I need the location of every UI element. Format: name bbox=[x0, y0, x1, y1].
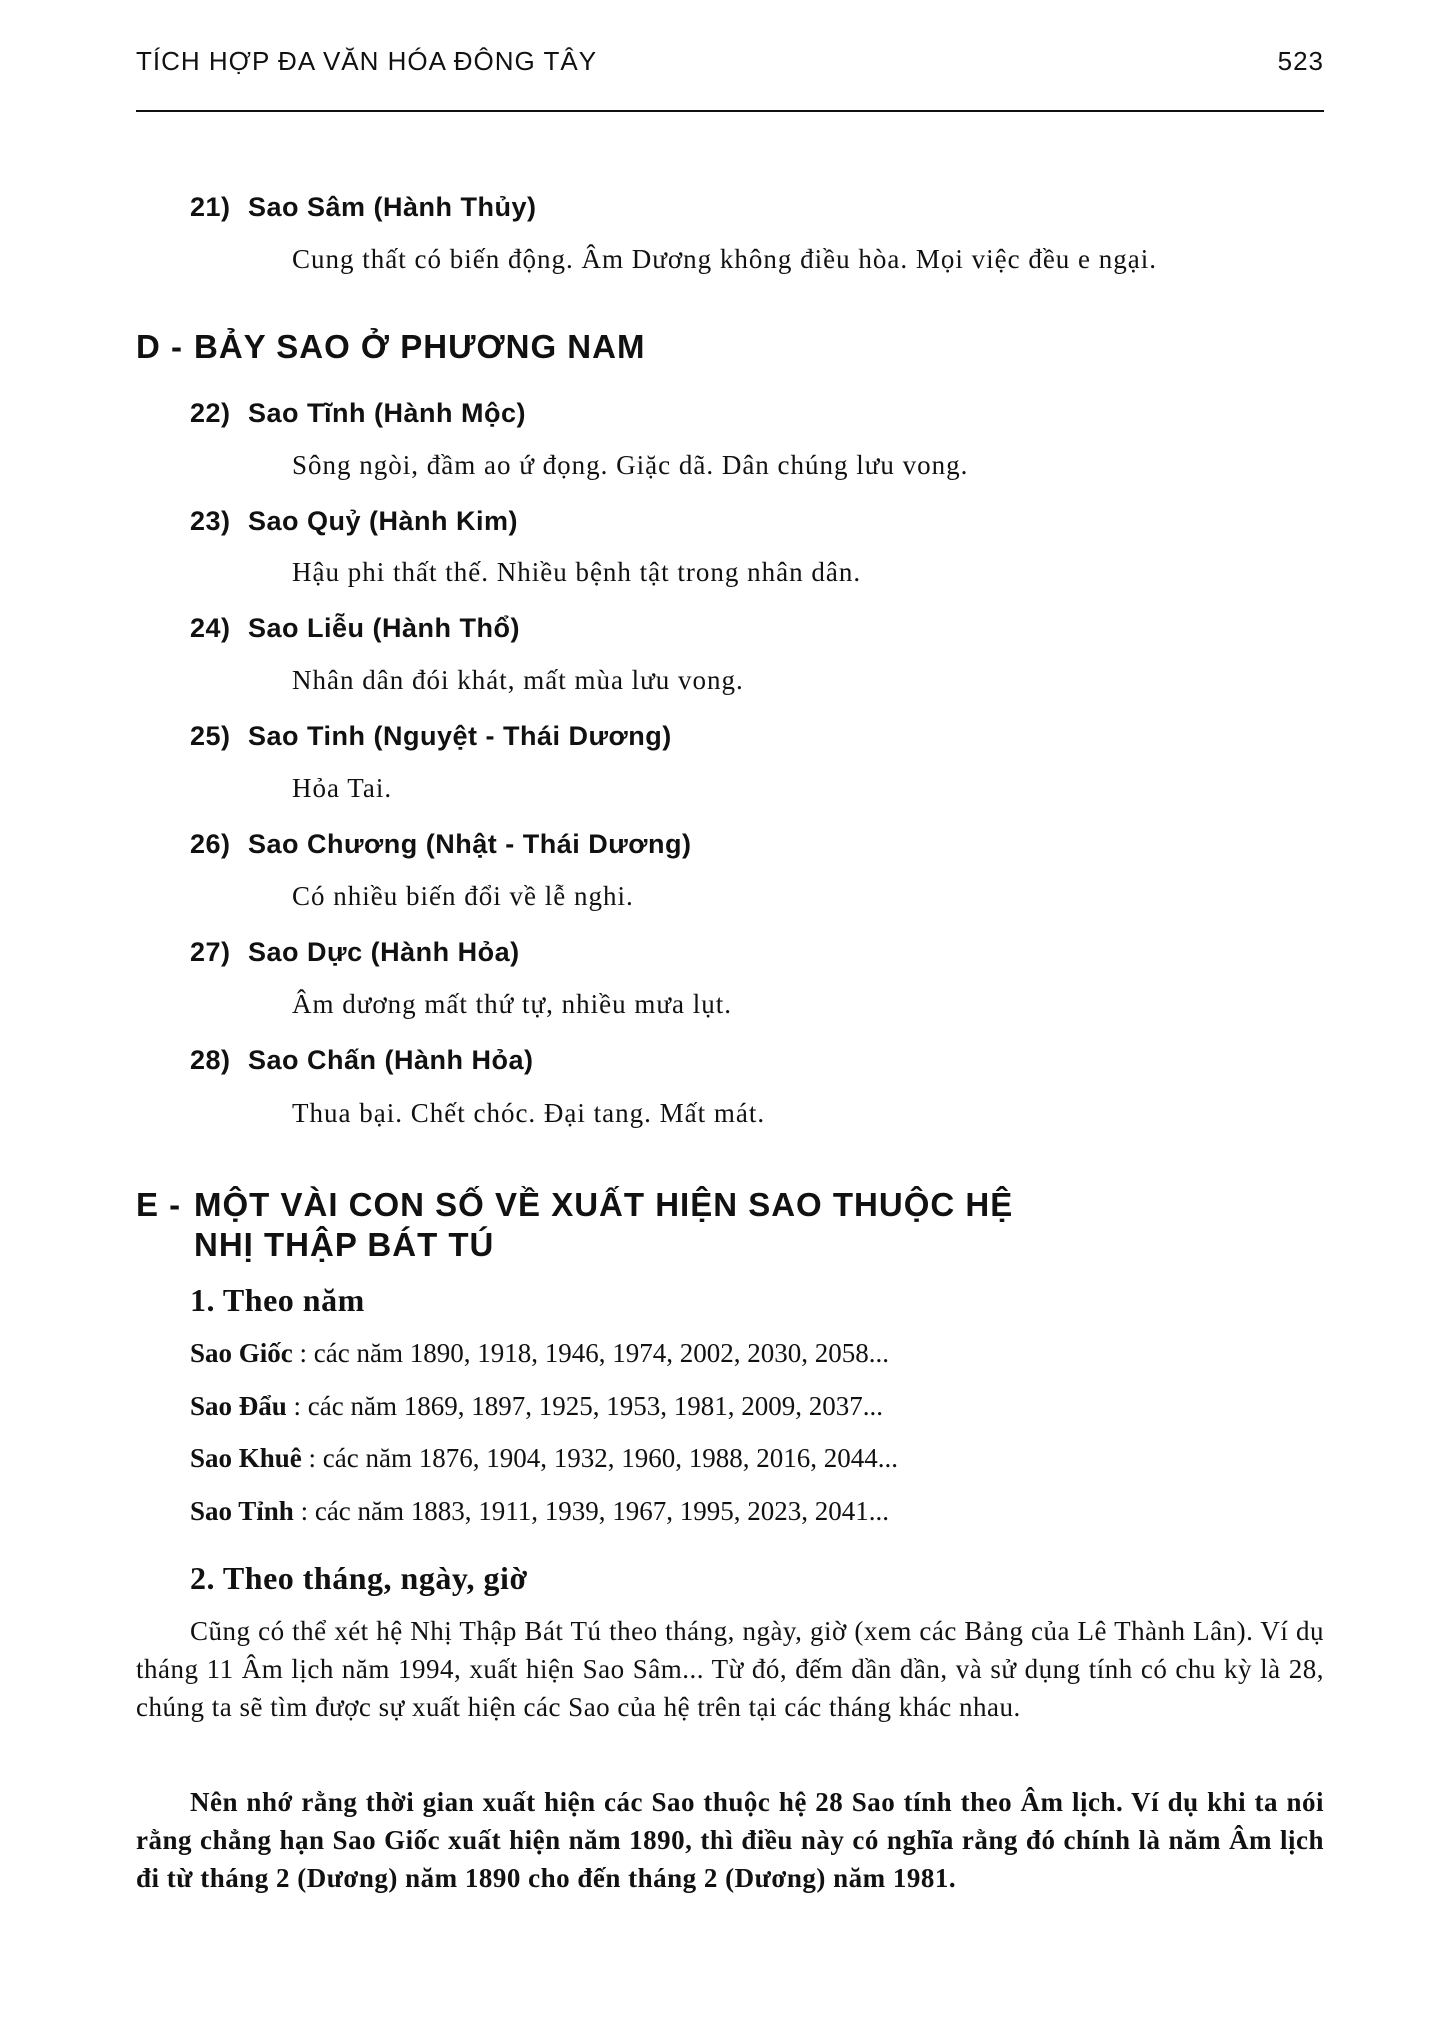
item-title: Sao Quỷ (Hành Kim) bbox=[248, 506, 519, 536]
section-letter: D - bbox=[136, 328, 183, 365]
section-title-line-1: MỘT VÀI CON SỐ VỀ XUẤT HIỆN SAO THUỘC HỆ bbox=[194, 1186, 1014, 1223]
paragraph-2: Nên nhớ rằng thời gian xuất hiện các Sao thuộc hệ 28 Sao tính theo Âm lịch. Ví dụ khi ta nói rằng chẳng hạn Sao Giốc xuất hiện năm 1890, thì điều này có nghĩa rằng đó chính là năm Âm lịch đi từ tháng 2 (Dương) năm 1890 cho đến tháng 2 (Dương) năm 1981. bbox=[136, 1787, 1324, 1893]
item-number: 21) bbox=[190, 192, 231, 222]
star-name: Sao Tỉnh bbox=[190, 1496, 294, 1526]
item-25-text: Hỏa Tai. bbox=[292, 773, 393, 803]
item-title: Sao Liễu (Hành Thổ) bbox=[248, 613, 520, 643]
section-e-heading bbox=[136, 1186, 1013, 1224]
item-27-heading bbox=[190, 937, 520, 968]
running-title: TÍCH HỢP ĐA VĂN HÓA ĐÔNG TÂY bbox=[136, 46, 598, 76]
year-list: : các năm 1869, 1897, 1925, 1953, 1981, 2009, 2037... bbox=[286, 1391, 883, 1421]
item-28-heading bbox=[190, 1045, 534, 1076]
subsection-by-year-heading: 1. Theo năm bbox=[190, 1282, 365, 1318]
item-22-heading bbox=[190, 398, 526, 429]
section-d-heading bbox=[136, 328, 645, 366]
subsection-by-month-heading: 2. Theo tháng, ngày, giờ bbox=[190, 1560, 528, 1596]
item-number: 28) bbox=[190, 1045, 231, 1075]
item-title: Sao Chấn (Hành Hỏa) bbox=[248, 1045, 534, 1075]
year-list: : các năm 1876, 1904, 1932, 1960, 1988, 2016, 2044... bbox=[301, 1443, 898, 1473]
year-list: : các năm 1883, 1911, 1939, 1967, 1995, 2023, 2041... bbox=[293, 1496, 890, 1526]
header-rule bbox=[136, 110, 1324, 112]
item-26-text: Có nhiều biến đổi về lễ nghi. bbox=[292, 881, 634, 911]
item-21-text: Cung thất có biến động. Âm Dương không điều hòa. Mọi việc đều e ngại. bbox=[292, 244, 1158, 274]
item-24-text: Nhân dân đói khát, mất mùa lưu vong. bbox=[292, 665, 744, 695]
item-23-text: Hậu phi thất thế. Nhiều bệnh tật trong nhân dân. bbox=[292, 557, 862, 587]
item-title: Sao Tinh (Nguyệt - Thái Dương) bbox=[248, 721, 672, 751]
item-number: 22) bbox=[190, 398, 231, 428]
star-name: Sao Khuê bbox=[190, 1443, 302, 1473]
item-24-heading bbox=[190, 613, 520, 644]
section-letter: E - bbox=[136, 1186, 182, 1223]
item-number: 27) bbox=[190, 937, 231, 967]
year-line bbox=[190, 1391, 883, 1422]
item-number: 25) bbox=[190, 721, 231, 751]
item-25-heading bbox=[190, 721, 672, 752]
item-number: 23) bbox=[190, 506, 231, 536]
item-27-text: Âm dương mất thứ tự, nhiều mưa lụt. bbox=[292, 989, 733, 1019]
item-28-text: Thua bại. Chết chóc. Đại tang. Mất mát. bbox=[292, 1098, 766, 1128]
page-number: 523 bbox=[1277, 46, 1324, 76]
year-line bbox=[190, 1338, 889, 1369]
paragraph-1: Cũng có thể xét hệ Nhị Thập Bát Tú theo tháng, ngày, giờ (xem các Bảng của Lê Thành Lân). Ví dụ tháng 11 Âm lịch năm 1994, xuất hiện Sao Sâm... Từ đó, đếm dần dần, và sử dụng tính có chu kỳ là 28, chúng ta sẽ tìm được sự xuất hiện các Sao của hệ trên tại các tháng khác nhau. bbox=[136, 1616, 1324, 1722]
item-number: 26) bbox=[190, 829, 231, 859]
year-list: : các năm 1890, 1918, 1946, 1974, 2002, 2030, 2058... bbox=[292, 1338, 889, 1368]
item-26-heading bbox=[190, 829, 691, 860]
star-name: Sao Giốc bbox=[190, 1338, 293, 1368]
year-line bbox=[190, 1496, 889, 1527]
item-22-text: Sông ngòi, đầm ao ứ đọng. Giặc dã. Dân chúng lưu vong. bbox=[292, 450, 969, 480]
item-title: Sao Sâm (Hành Thủy) bbox=[248, 192, 537, 222]
item-23-heading bbox=[190, 506, 518, 537]
item-title: Sao Dực (Hành Hỏa) bbox=[248, 937, 520, 967]
item-title: Sao Chương (Nhật - Thái Dương) bbox=[248, 829, 692, 859]
item-title: Sao Tĩnh (Hành Mộc) bbox=[248, 398, 526, 428]
year-line bbox=[190, 1443, 898, 1474]
section-title-line-2: NHỊ THẬP BÁT TÚ bbox=[194, 1226, 495, 1263]
item-21-heading bbox=[190, 192, 537, 223]
item-number: 24) bbox=[190, 613, 231, 643]
section-title: BẢY SAO Ở PHƯƠNG NAM bbox=[194, 328, 646, 365]
star-name: Sao Đẩu bbox=[190, 1391, 287, 1421]
